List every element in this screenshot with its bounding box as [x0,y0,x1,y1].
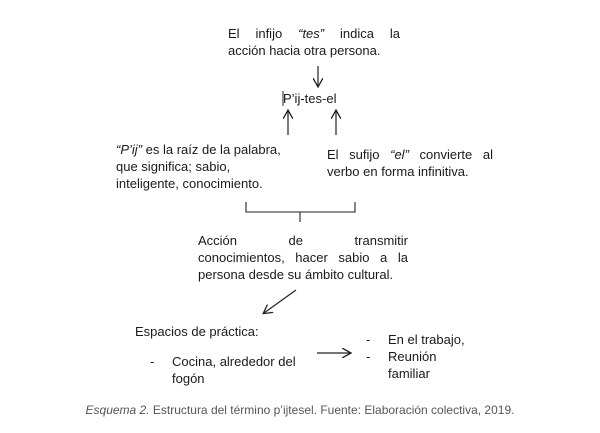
suffix-term: “el” [390,147,409,162]
practice-heading: Espacios de práctica: [135,324,259,339]
root-note-line2: que significa; sabio, [116,159,231,174]
caption-text: Estructura del término p’ijtesel. Fuente: Elaboración colectiva, 2019. [152,403,515,417]
infix-term: “tes” [298,26,325,41]
arrow-meaning-to-practice [264,290,296,313]
root-note-line3: inteligente, conocimiento. [116,176,263,191]
caption-label: Esquema 2. [85,403,150,417]
practice-right-text: En el trabajo, [388,332,465,347]
meaning-line1: Acción de transmitir [198,233,408,248]
bullet: - [366,349,371,364]
suffix-note-line2: verbo en forma infinitiva. [327,164,469,179]
bullet: - [150,354,155,369]
root-note-text: es la raíz de la palabra, [145,142,281,157]
suffix-note-text-b: convierte al [419,147,493,162]
practice-right-text2: familiar [388,366,430,381]
meaning-line3: persona desde su ámbito cultural. [198,267,394,282]
meaning-line2: conocimientos, hacer sabio a la [198,250,408,265]
practice-left-text2: fogón [172,371,205,386]
infix-note-text-a: El infijo [228,26,283,41]
practice-right-text: Reunión [388,349,437,364]
infix-note-line2: acción hacia otra persona. [228,43,381,58]
brace [246,202,355,222]
practice-left-text: Cocina, alrededor del [172,354,296,369]
infix-note-text-b: indica la [340,26,400,41]
figure-caption [0,403,600,417]
bullet: - [366,332,371,347]
suffix-note-text-a: El sufijo [327,147,380,162]
root-term: “P’ij” [116,142,142,157]
word-label: P’ij-tes-el [283,91,337,106]
